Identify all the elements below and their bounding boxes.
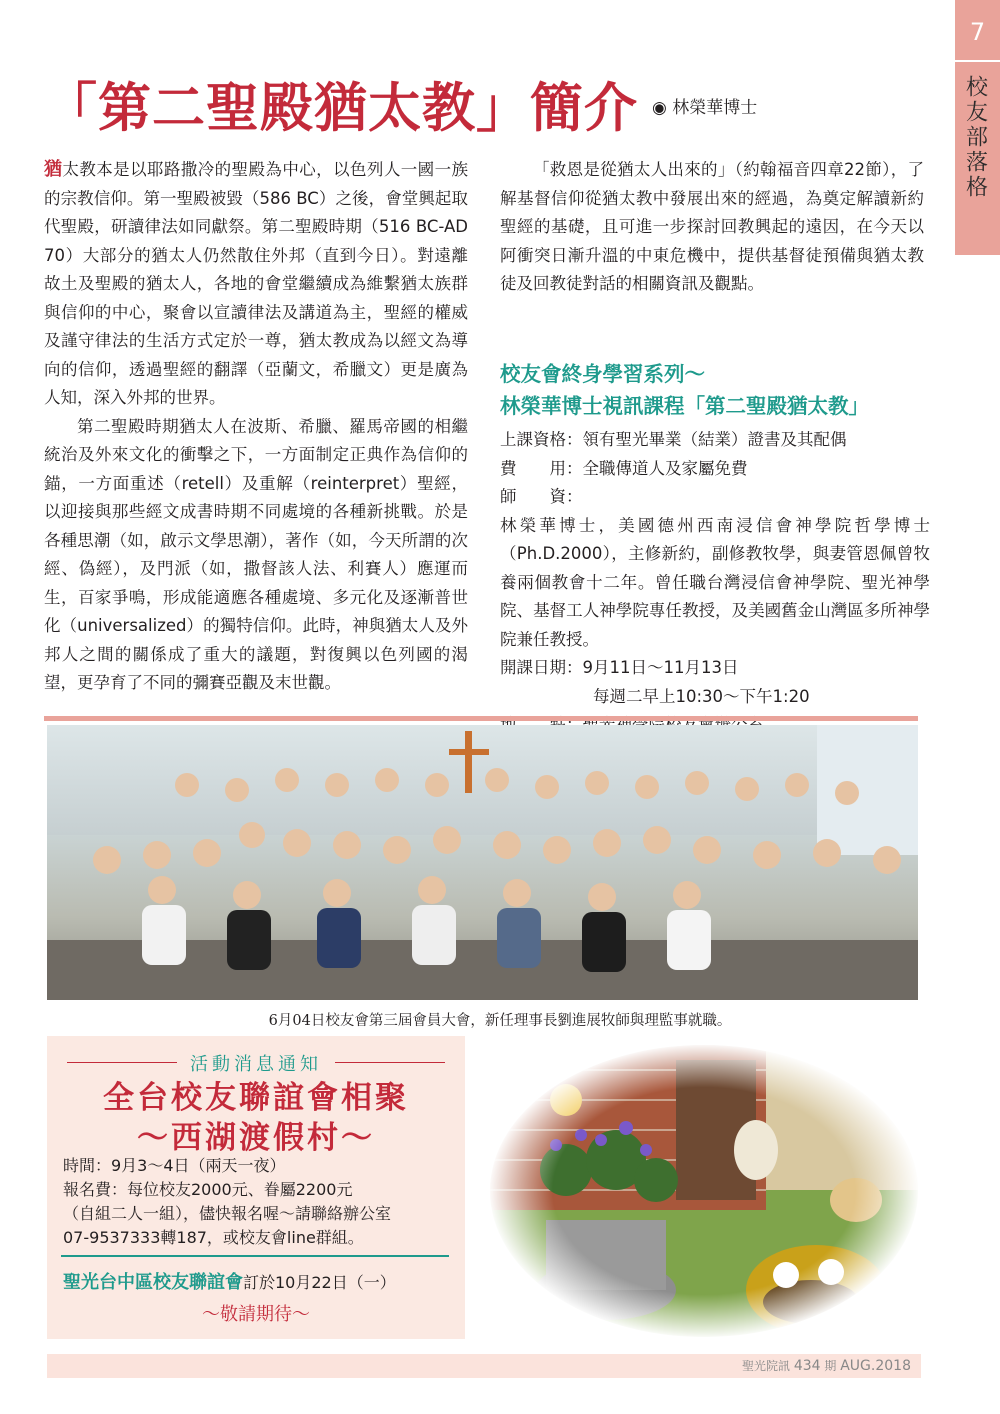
event-detail-line: 時間：9月3～4日（兩天一夜） xyxy=(63,1156,286,1175)
course-item-key: 費 用： xyxy=(500,458,583,478)
course-item-key: 師 資： xyxy=(500,487,583,506)
footer-publication: 聖光院訊 xyxy=(741,1359,790,1373)
article-left-column xyxy=(44,156,468,698)
course-item xyxy=(500,455,930,484)
event-detail-line: 報名費：每位校友2000元、眷屬2200元 xyxy=(63,1180,353,1199)
event-title-line: ～西湖渡假村～ xyxy=(137,1120,375,1156)
drop-cap: 猶 xyxy=(44,159,63,180)
course-item xyxy=(500,654,930,683)
course-details xyxy=(500,426,930,740)
course-item-value: 每週二早上10:30～下午1:20 xyxy=(593,686,810,706)
footer-date: AUG.2018 xyxy=(840,1358,911,1374)
footer-issue-suffix: 期 xyxy=(824,1359,837,1373)
course-item-value: 領有聖光畢業（結業）證書及其配偶 xyxy=(582,430,847,449)
event-details xyxy=(63,1154,459,1250)
event-detail-line: 07-9537333轉187，或校友會line群組。 xyxy=(63,1228,364,1247)
event-title xyxy=(47,1078,465,1158)
section-label: 校友部落格 xyxy=(962,75,988,200)
course-item-value: 9月11日～11月13日 xyxy=(582,658,739,677)
regional-gathering xyxy=(63,1268,463,1294)
page-footer xyxy=(47,1354,921,1378)
course-item xyxy=(500,426,930,455)
course-heading xyxy=(500,358,930,422)
paragraph-text: 太教本是以耶路撒冷的聖殿為中心，以色列人一國一族的宗教信仰。第一聖殿被毀（586 BC）之後，會堂興起取代聖殿，研讀律法如同獻祭。第二聖殿時期（516 BC-AD 70）大部分的猶太人仍然散住外邦（直到今日）。對遠離故土及聖殿的猶太人，各地的會堂繼續成為維繫猶太族群與信仰的中心，聚會以宣讀律法及講道為主，聖經的權威及謹守律法的生活方式定於一尊，猶太教成為以經文為導向的信仰，透過聖經的翻譯（亞蘭文，希臘文）更是廣為人知，深入外邦的世界。 xyxy=(44,160,469,407)
course-item xyxy=(500,683,930,712)
article-paragraph: 第二聖殿時期猶太人在波斯、希臘、羅馬帝國的相繼統治及外來文化的衝擊之下，一方面制定正典作為信仰的錨，一方面重述（retell）及重解（reinterpret）聖經，以迎接與那些經文成書時期不同處境的各種新挑戰。於是各種思潮（如，啟示文學思潮），著作（如，今天所謂的次經、偽經），及門派（如，撒督該人法、利賽人）應運而生，百家爭鳴，形成能適應各種處境、多元化及逐漸普世化（universalized）的獨特信仰。此時，神與猶太人及外邦人之間的關係成了重大的議題，對復興以色列國的渴望，更孕育了不同的彌賽亞觀及末世觀。 xyxy=(44,416,468,692)
article-paragraph: 「救恩是從猶太人出來的」（約翰福音四章22節），了解基督信仰從猶太教中發展出來的經過，為奠定解讀新約聖經的基礎，且可進一步探討回教興起的遠因，在今天以阿衝突日漸升溫的中東危機中，提供基督徒預備與猶太教徒及回教徒對話的相關資訊及觀點。 xyxy=(500,160,924,293)
article-title: 「第二聖殿猶太教」簡介 xyxy=(44,77,638,139)
course-item-key: 上課資格： xyxy=(500,430,583,449)
event-separator xyxy=(61,1255,449,1257)
course-heading-line: 校友會終身學習系列～ xyxy=(500,362,705,386)
footer-text xyxy=(742,1357,911,1374)
section-divider xyxy=(44,716,918,721)
photo-caption: 6月04日校友會第三屆會員大會，新任理事長劉進展牧師與理監事就職。 xyxy=(268,1013,732,1029)
article-byline: ◉ 林榮華博士 xyxy=(652,98,758,118)
article-right-column xyxy=(500,156,924,299)
course-heading-line: 林榮華博士視訊課程「第二聖殿猶太教」 xyxy=(500,394,869,418)
page-number: 7 xyxy=(969,18,986,46)
crowd-illustration xyxy=(47,725,918,1000)
footer-issue: 434 xyxy=(793,1358,821,1374)
tab-divider xyxy=(955,60,1000,62)
regional-gathering-date: 訂於10月22日（一） xyxy=(243,1273,396,1292)
regional-gathering-name: 聖光台中區校友聯誼會 xyxy=(63,1272,243,1293)
event-header xyxy=(47,1050,465,1076)
course-item-key: 開課日期： xyxy=(500,658,583,677)
event-title-line: 全台校友聯誼會相聚 xyxy=(103,1080,409,1116)
garden-photo xyxy=(486,1040,922,1342)
course-item xyxy=(500,483,930,512)
event-header-label: 活動消息通知 xyxy=(190,1054,322,1075)
course-item-value: 全職傳道人及家屬免費 xyxy=(582,458,748,478)
event-notice-box xyxy=(47,1036,465,1339)
course-item-value: 林榮華博士，美國德州西南浸信會神學院哲學博士（Ph.D.2000），主修新約，副修教牧學，與妻管恩佩曾牧養兩個教會十二年。曾任職台灣浸信會神學院、聖光神學院、基督工人神學院專任教授，及美國舊金山灣區多所神學院兼任教授。 xyxy=(500,515,930,649)
article-paragraph xyxy=(44,156,468,413)
event-tail: ～敬請期待～ xyxy=(202,1304,310,1325)
section-tab xyxy=(955,0,1000,255)
group-photo xyxy=(47,725,918,1000)
event-detail-line: （自組二人一組），儘快報名喔～請聯絡辦公室 xyxy=(63,1204,392,1223)
